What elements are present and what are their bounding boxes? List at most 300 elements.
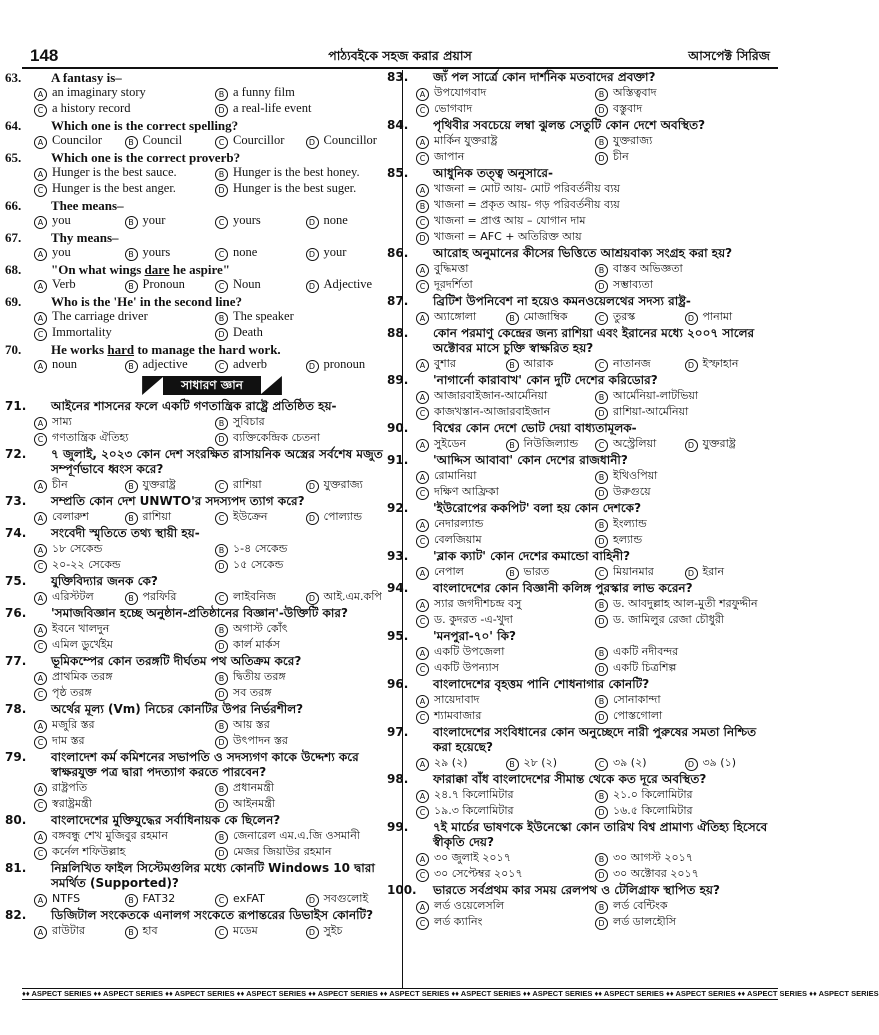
option-item bbox=[416, 468, 595, 484]
option-item bbox=[416, 277, 595, 293]
option-text: বেলজিয়াম bbox=[434, 533, 482, 546]
option-item bbox=[416, 898, 595, 914]
option-item bbox=[215, 101, 396, 117]
option-text: তুরস্ক bbox=[613, 310, 636, 323]
question-item bbox=[5, 654, 396, 701]
question-number: 99. bbox=[387, 820, 409, 834]
question-text bbox=[387, 421, 774, 436]
question-item bbox=[387, 883, 774, 930]
option-text: সোনাকান্দা bbox=[613, 693, 661, 706]
option-item bbox=[595, 261, 774, 277]
option-letter-circle: D bbox=[595, 711, 608, 724]
question-item bbox=[5, 198, 396, 229]
question-number: 98. bbox=[387, 772, 409, 786]
option-text: কাজখস্তান-আজারবাইজান bbox=[434, 405, 551, 418]
option-item bbox=[306, 277, 397, 293]
question-text bbox=[387, 883, 774, 898]
option-item bbox=[34, 637, 215, 653]
option-letter-circle: B bbox=[125, 216, 138, 229]
option-text: সুইডেন bbox=[434, 437, 467, 450]
option-item bbox=[125, 891, 216, 907]
option-item bbox=[215, 277, 306, 293]
option-text: সবগুলোই bbox=[323, 892, 369, 905]
question-number: 68. bbox=[5, 262, 22, 277]
question-stem: সংবেদী স্মৃতিতে তথ্য স্থায়ী হয়- bbox=[51, 526, 200, 540]
option-letter-circle: B bbox=[595, 599, 608, 612]
option-item bbox=[506, 436, 596, 452]
question-text bbox=[5, 70, 396, 85]
option-letter-circle: A bbox=[416, 391, 429, 404]
option-text: আয় স্তর bbox=[233, 718, 270, 731]
option-item bbox=[595, 277, 774, 293]
question-number: 86. bbox=[387, 246, 409, 260]
option-letter-circle: C bbox=[34, 799, 47, 812]
option-item bbox=[215, 637, 396, 653]
option-item bbox=[34, 844, 215, 860]
option-letter-circle: D bbox=[215, 799, 228, 812]
question-text-part: to manage the hard work. bbox=[134, 342, 281, 357]
options-list bbox=[28, 541, 396, 573]
option-item bbox=[595, 898, 774, 914]
option-item bbox=[595, 596, 774, 612]
question-text bbox=[5, 654, 396, 669]
option-letter-circle: C bbox=[215, 894, 228, 907]
option-text: আজারবাইজান-আর্মেনিয়া bbox=[434, 389, 548, 402]
question-text bbox=[387, 581, 774, 596]
option-text: Immortality bbox=[52, 325, 112, 339]
option-text: ১৯.৩ কিলোমিটার bbox=[434, 804, 514, 817]
question-item bbox=[387, 820, 774, 882]
question-number: 93. bbox=[387, 549, 409, 563]
question-text bbox=[5, 262, 396, 277]
gk-questions-left bbox=[5, 399, 396, 939]
option-letter-circle: D bbox=[306, 216, 319, 229]
question-number: 69. bbox=[5, 294, 22, 309]
option-text: yours bbox=[233, 213, 261, 227]
question-item bbox=[5, 118, 396, 149]
question-stem: জ্যঁ পল সার্ত্রে কোন দার্শনিক মতবাদের প্রবক্তা? bbox=[433, 70, 656, 84]
option-text: অগাস্ট কোঁৎ bbox=[233, 622, 288, 635]
question-stem: অর্থের মূল্য (Vm) নিচের কোনটির উপর নির্ভরশীল? bbox=[51, 702, 304, 716]
option-text: ড. কুদরত -এ-খুদা bbox=[434, 613, 513, 626]
option-item bbox=[215, 325, 396, 341]
options-list bbox=[28, 621, 396, 653]
option-text: সায়েদাবাদ bbox=[434, 693, 480, 706]
question-stem: ৭ জুলাই, ২০২৩ কোন দেশ সংরক্ষিত রাসায়নিক অস্ত্রের সর্বশেষ মজুত সম্পূর্ণভাবে ধ্বংস করে? bbox=[51, 447, 383, 476]
option-item bbox=[595, 787, 774, 803]
option-text: গণতান্ত্রিক ঐতিহ্য bbox=[52, 431, 129, 444]
option-item bbox=[416, 692, 595, 708]
option-text: a history record bbox=[52, 101, 131, 115]
question-number: 92. bbox=[387, 501, 409, 515]
option-text: ২৮ (২) bbox=[523, 756, 558, 769]
option-text: রাশিয়া-আর্মেনিয়া bbox=[613, 405, 689, 418]
option-text: Councilor bbox=[52, 133, 102, 147]
option-text: Pronoun bbox=[142, 277, 185, 291]
option-text: সাম্য bbox=[52, 415, 72, 428]
option-text: যুক্তরাষ্ট্র bbox=[702, 437, 736, 450]
option-text: Hunger is the best suger. bbox=[233, 181, 357, 195]
option-letter-circle: C bbox=[416, 104, 429, 117]
option-item bbox=[34, 780, 215, 796]
option-text: খাজনা = প্রকৃত আয়- গড় পরিবর্তনীয় ব্যয় bbox=[434, 198, 620, 211]
option-letter-circle: C bbox=[215, 280, 228, 293]
option-letter-circle: D bbox=[685, 312, 698, 325]
option-item bbox=[416, 133, 595, 149]
option-letter-circle: D bbox=[685, 439, 698, 452]
option-text: Hunger is the best sauce. bbox=[52, 165, 177, 179]
underlined-word: hard bbox=[107, 342, 135, 357]
option-text: অস্ট্রেলিয়া bbox=[613, 437, 657, 450]
option-letter-circle: B bbox=[595, 519, 608, 532]
option-text: রাউটার bbox=[52, 924, 86, 937]
question-item bbox=[387, 677, 774, 724]
option-text: a funny film bbox=[233, 85, 295, 99]
option-item bbox=[34, 621, 215, 637]
option-item bbox=[595, 388, 774, 404]
option-item bbox=[595, 564, 685, 580]
question-text bbox=[5, 908, 396, 923]
question-item bbox=[5, 342, 396, 373]
option-letter-circle: B bbox=[595, 391, 608, 404]
option-text: পোল্যান্ড bbox=[323, 510, 362, 523]
option-text: ইথিওপিয়া bbox=[613, 469, 658, 482]
option-text: Death bbox=[233, 325, 263, 339]
question-number: 72. bbox=[5, 447, 27, 461]
option-item bbox=[416, 612, 595, 628]
option-text: ড. জামিলুর রেজা চৌধুরী bbox=[613, 613, 725, 626]
options-list bbox=[28, 309, 396, 341]
question-number: 84. bbox=[387, 118, 409, 132]
option-text: সুইচ bbox=[323, 924, 343, 937]
option-letter-circle: B bbox=[215, 88, 228, 101]
option-item bbox=[125, 357, 216, 373]
question-stem: 'ইউরোপের ককপিট' বলা হয় কোন দেশকে? bbox=[433, 501, 642, 515]
option-letter-circle: B bbox=[506, 359, 519, 372]
option-letter-circle: A bbox=[416, 312, 429, 325]
question-text bbox=[5, 750, 396, 780]
options-list bbox=[410, 261, 774, 293]
option-text: প্রাথমিক তরঙ্গ bbox=[52, 670, 113, 683]
question-text bbox=[5, 861, 396, 891]
question-text bbox=[387, 118, 774, 133]
question-item bbox=[5, 702, 396, 749]
option-item bbox=[506, 356, 596, 372]
option-letter-circle: A bbox=[416, 264, 429, 277]
option-item bbox=[306, 245, 397, 261]
option-text: লর্ড ডালহৌসি bbox=[613, 915, 677, 928]
question-number: 76. bbox=[5, 606, 27, 620]
option-item bbox=[416, 708, 595, 724]
question-number: 70. bbox=[5, 342, 22, 357]
question-stem: 'আদ্দিস আবাবা' কোন দেশের রাজধানী? bbox=[433, 453, 628, 467]
question-stem: বিশ্বের কোন দেশে ভোট দেয়া বাধ্যতামূলক- bbox=[433, 421, 637, 435]
option-letter-circle: A bbox=[416, 471, 429, 484]
option-item bbox=[506, 564, 596, 580]
question-number: 63. bbox=[5, 70, 22, 85]
option-text: exFAT bbox=[233, 892, 265, 905]
option-text: ১৮ সেকেন্ড bbox=[52, 542, 103, 555]
question-stem: Which one is the correct spelling? bbox=[51, 118, 239, 133]
option-item bbox=[416, 181, 774, 197]
option-text: ১৫ সেকেন্ড bbox=[233, 558, 284, 571]
option-item bbox=[595, 133, 774, 149]
option-letter-circle: C bbox=[215, 136, 228, 149]
option-text: যুক্তরাজ্য bbox=[613, 134, 653, 147]
option-text: উৎপাদন স্তর bbox=[233, 734, 288, 747]
option-text: your bbox=[142, 213, 166, 227]
option-letter-circle: D bbox=[215, 688, 228, 701]
question-stem: আধুনিক তত্ত্ব অনুসারে- bbox=[433, 166, 553, 180]
option-letter-circle: D bbox=[595, 407, 608, 420]
header-rule bbox=[22, 67, 778, 69]
option-text: মডেম bbox=[233, 924, 258, 937]
option-text: এরিস্টটল bbox=[52, 590, 94, 603]
option-item bbox=[34, 828, 215, 844]
option-text: an imaginary story bbox=[52, 85, 146, 99]
option-text: লর্ড ক্যানিং bbox=[434, 915, 483, 928]
option-text: adjective bbox=[142, 357, 188, 371]
option-item bbox=[595, 468, 774, 484]
option-item bbox=[215, 685, 396, 701]
question-stem: কোন পরমাণু কেন্দ্রের জন্য রাশিয়া এবং ইরানের মধ্যে ২০০৭ সালের অক্টোবর মাসে চুক্তি স্বাক্ষরিত হয়? bbox=[433, 326, 755, 355]
question-number: 91. bbox=[387, 453, 409, 467]
option-item bbox=[416, 787, 595, 803]
page-header bbox=[22, 46, 778, 66]
option-item bbox=[215, 923, 306, 939]
option-text: FAT32 bbox=[142, 892, 176, 905]
option-letter-circle: B bbox=[595, 264, 608, 277]
option-item bbox=[416, 197, 774, 213]
question-item bbox=[5, 494, 396, 525]
question-text bbox=[387, 629, 774, 644]
option-item bbox=[215, 357, 306, 373]
options-list bbox=[410, 356, 774, 372]
option-letter-circle: D bbox=[595, 663, 608, 676]
option-text: none bbox=[323, 213, 348, 227]
option-letter-circle: D bbox=[595, 535, 608, 548]
option-item bbox=[595, 803, 774, 819]
column-divider bbox=[402, 70, 403, 988]
option-letter-circle: B bbox=[595, 790, 608, 803]
question-number: 79. bbox=[5, 750, 27, 764]
option-item bbox=[416, 596, 595, 612]
question-text bbox=[387, 725, 774, 755]
option-item bbox=[215, 717, 396, 733]
option-letter-circle: A bbox=[416, 136, 429, 149]
option-letter-circle: A bbox=[34, 831, 47, 844]
question-number: 78. bbox=[5, 702, 27, 716]
page-number: 148 bbox=[30, 46, 59, 65]
option-letter-circle: C bbox=[595, 439, 608, 452]
option-text: The speaker bbox=[233, 309, 294, 323]
option-item bbox=[685, 564, 775, 580]
option-text: পৃষ্ঠ তরঙ্গ bbox=[52, 686, 92, 699]
option-text: NTFS bbox=[52, 892, 81, 905]
option-text: পোস্তগোলা bbox=[613, 709, 663, 722]
option-item bbox=[416, 356, 506, 372]
option-text: একটি উপজেলা bbox=[434, 645, 505, 658]
option-text: সব তরঙ্গ bbox=[233, 686, 272, 699]
option-letter-circle: A bbox=[34, 417, 47, 430]
option-item bbox=[125, 589, 216, 605]
question-text bbox=[387, 453, 774, 468]
option-letter-circle: B bbox=[125, 248, 138, 261]
question-number: 64. bbox=[5, 118, 22, 133]
options-list bbox=[410, 755, 774, 771]
option-letter-circle: C bbox=[34, 847, 47, 860]
option-item bbox=[595, 484, 774, 500]
option-item bbox=[416, 850, 595, 866]
option-letter-circle: C bbox=[34, 640, 47, 653]
option-letter-circle: C bbox=[215, 248, 228, 261]
option-item bbox=[416, 803, 595, 819]
options-list bbox=[28, 414, 396, 446]
option-item bbox=[416, 532, 595, 548]
option-text: আই.এম.কপি bbox=[323, 590, 382, 603]
option-text: আর্মেনিয়া-লাটভিয়া bbox=[613, 389, 699, 402]
option-item bbox=[595, 866, 774, 882]
option-item bbox=[34, 357, 125, 373]
option-letter-circle: B bbox=[215, 312, 228, 325]
option-item bbox=[595, 692, 774, 708]
options-list bbox=[28, 477, 396, 493]
option-item bbox=[125, 509, 216, 525]
question-stem: সম্প্রতি কোন দেশ UNWTO'র সদস্যপদ ত্যাগ করে? bbox=[51, 494, 305, 508]
option-letter-circle: D bbox=[685, 567, 698, 580]
option-text: ৩০ জুলাই ২০১৭ bbox=[434, 851, 511, 864]
option-text: ২৯ (২) bbox=[434, 756, 468, 769]
option-text: Hunger is the best honey. bbox=[233, 165, 360, 179]
option-letter-circle: A bbox=[34, 894, 47, 907]
option-letter-circle: C bbox=[595, 312, 608, 325]
option-text: প্রধানমন্ত্রী bbox=[233, 781, 275, 794]
options-list bbox=[28, 245, 396, 261]
option-letter-circle: D bbox=[595, 487, 608, 500]
question-text bbox=[5, 150, 396, 165]
option-item bbox=[595, 101, 774, 117]
option-letter-circle: B bbox=[125, 280, 138, 293]
option-item bbox=[34, 669, 215, 685]
option-letter-circle: C bbox=[416, 152, 429, 165]
option-letter-circle: D bbox=[215, 433, 228, 446]
options-list bbox=[410, 388, 774, 420]
question-text bbox=[5, 447, 396, 477]
option-letter-circle: B bbox=[416, 200, 429, 213]
option-letter-circle: C bbox=[416, 615, 429, 628]
option-letter-circle: A bbox=[416, 790, 429, 803]
left-column bbox=[5, 70, 396, 940]
option-text: none bbox=[233, 245, 258, 259]
option-item bbox=[595, 914, 774, 930]
option-item bbox=[595, 516, 774, 532]
option-item bbox=[685, 436, 775, 452]
option-text: ৩০ সেপ্টেম্বর ২০১৭ bbox=[434, 867, 523, 880]
option-item bbox=[595, 436, 685, 452]
option-item bbox=[215, 780, 396, 796]
options-list bbox=[410, 692, 774, 724]
option-letter-circle: C bbox=[595, 758, 608, 771]
question-item bbox=[5, 813, 396, 860]
options-list bbox=[28, 891, 396, 907]
option-letter-circle: B bbox=[215, 544, 228, 557]
option-letter-circle: A bbox=[34, 360, 47, 373]
option-letter-circle: C bbox=[416, 535, 429, 548]
option-text: চীন bbox=[52, 478, 68, 491]
option-text: Adjective bbox=[323, 277, 373, 291]
option-letter-circle: A bbox=[34, 280, 47, 293]
option-item bbox=[595, 850, 774, 866]
option-letter-circle: C bbox=[416, 917, 429, 930]
option-text: সুবিচার bbox=[233, 415, 265, 428]
option-item bbox=[685, 309, 775, 325]
option-text: মেজর জিয়াউর রহমান bbox=[233, 845, 332, 858]
option-item bbox=[416, 149, 595, 165]
option-item bbox=[416, 404, 595, 420]
question-text bbox=[387, 820, 774, 850]
option-letter-circle: C bbox=[595, 567, 608, 580]
question-text-part: "On what wings bbox=[51, 262, 145, 277]
option-letter-circle: B bbox=[215, 720, 228, 733]
option-item bbox=[306, 589, 397, 605]
option-item bbox=[506, 309, 596, 325]
options-list bbox=[28, 133, 396, 149]
option-text: যুক্তরাষ্ট্র bbox=[142, 478, 176, 491]
option-item bbox=[34, 589, 125, 605]
question-text bbox=[387, 373, 774, 388]
option-item bbox=[685, 356, 775, 372]
question-number: 71. bbox=[5, 399, 27, 413]
option-text: খাজনা = প্রাপ্ত আয় – যোগান দাম bbox=[434, 214, 586, 227]
question-item bbox=[5, 574, 396, 605]
question-stem: 'ব্লাক ক্যাট' কোন দেশের কমান্ডো বাহিনী? bbox=[433, 549, 631, 563]
section-title: সাধারণ জ্ঞান bbox=[163, 376, 261, 395]
option-letter-circle: D bbox=[306, 360, 319, 373]
option-letter-circle: A bbox=[416, 439, 429, 452]
question-item bbox=[5, 230, 396, 261]
option-item bbox=[215, 165, 396, 181]
option-letter-circle: D bbox=[306, 248, 319, 261]
question-stem: ব্রিটিশ উপনিবেশ না হয়েও কমনওয়েলথের সদস্য রাষ্ট্র- bbox=[433, 294, 691, 308]
option-letter-circle: A bbox=[34, 480, 47, 493]
option-text: জাপান bbox=[434, 150, 465, 163]
question-item bbox=[5, 70, 396, 117]
option-text: বাস্তব অভিজ্ঞতা bbox=[613, 262, 683, 275]
option-text: বঙ্গবন্ধু শেখ মুজিবুর রহমান bbox=[52, 829, 168, 842]
option-text: দ্বিতীয় তরঙ্গ bbox=[233, 670, 286, 683]
option-item bbox=[215, 414, 396, 430]
option-letter-circle: B bbox=[125, 926, 138, 939]
option-item bbox=[215, 430, 396, 446]
question-text-part: he aspire" bbox=[169, 262, 231, 277]
option-letter-circle: A bbox=[416, 567, 429, 580]
option-letter-circle: C bbox=[215, 216, 228, 229]
option-text: adverb bbox=[233, 357, 268, 371]
question-text bbox=[5, 574, 396, 589]
option-item bbox=[215, 844, 396, 860]
question-number: 66. bbox=[5, 198, 22, 213]
option-text: বুশার bbox=[434, 357, 456, 370]
option-text: Hunger is the best anger. bbox=[52, 181, 176, 195]
question-stem: ভারতে সর্বপ্রথম কার সময় রেলপথ ও টেলিগ্রাফ স্থাপিত হয়? bbox=[433, 883, 720, 897]
option-item bbox=[34, 733, 215, 749]
question-number: 80. bbox=[5, 813, 27, 827]
option-text: সম্ভাব্যতা bbox=[613, 278, 653, 291]
question-item bbox=[387, 326, 774, 372]
option-letter-circle: B bbox=[595, 695, 608, 708]
question-number: 88. bbox=[387, 326, 409, 340]
option-item bbox=[34, 325, 215, 341]
